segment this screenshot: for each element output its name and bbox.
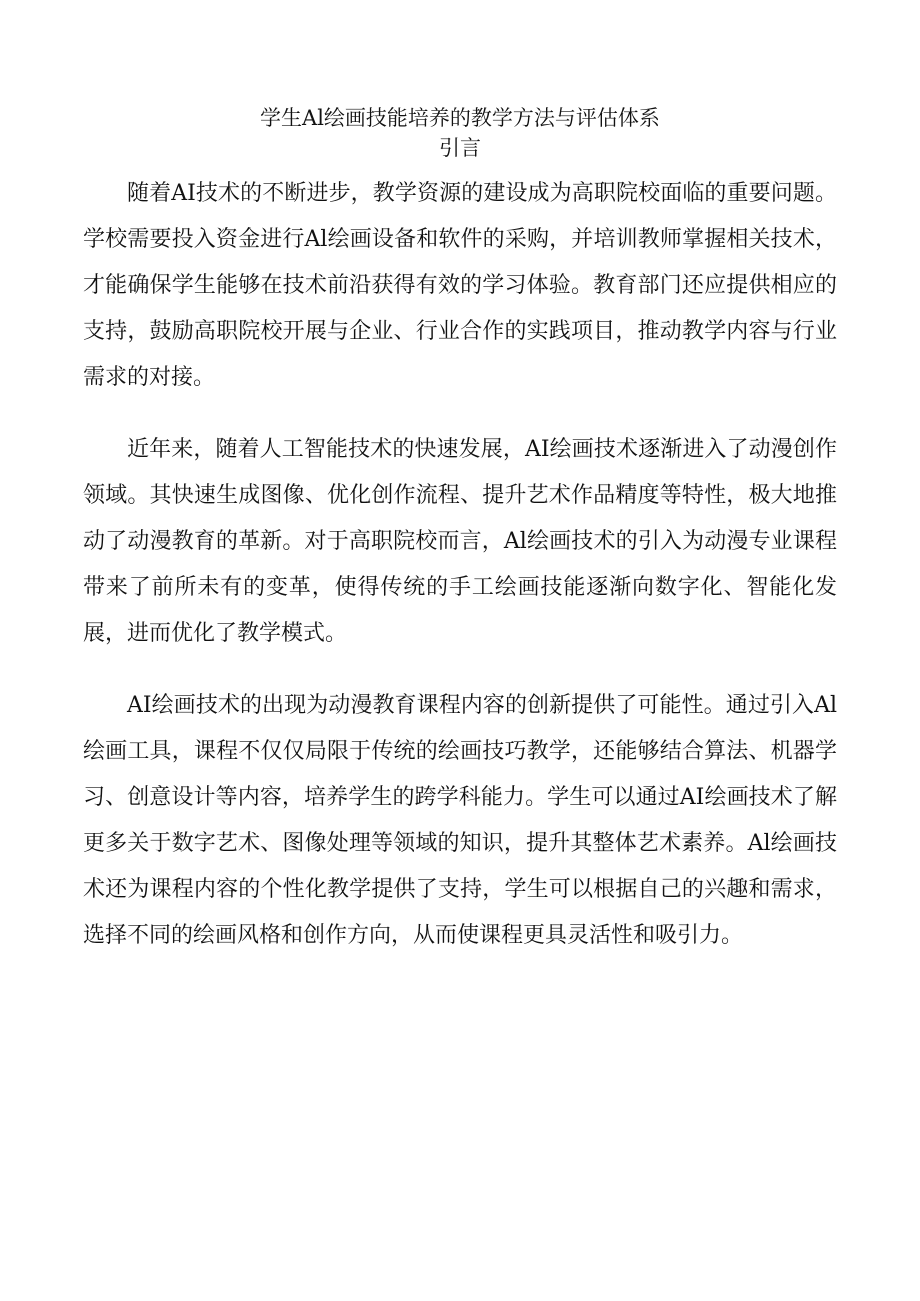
section-heading: 引言 <box>439 136 481 160</box>
body-text <box>83 171 837 959</box>
paragraph-1: 随着AI技术的不断进步，教学资源的建设成为高职院校面临的重要问题。学校需要投入资金进行Al绘画设备和软件的采购，并培训教师掌握相关技术，才能确保学生能够在技术前沿获得有效的学习体验。教育部门还应提供相应的支持，鼓励高职院校开展与企业、行业合作的实践项目，推动教学内容与行业需求的对接。 <box>83 181 837 390</box>
paragraph-2: 近年来，随着人工智能技术的快速发展，AI绘画技术逐渐进入了动漫创作领域。其快速生成图像、优化创作流程、提升艺术作品精度等特性，极大地推动了动漫教育的革新。对于高职院校而言，Al绘画技术的引入为动漫专业课程带来了前所未有的变革，使得传统的手工绘画技能逐渐向数字化、智能化发展，进而优化了教学模式。 <box>83 437 837 646</box>
document-title: 学生Al绘画技能培养的教学方法与评估体系 <box>260 106 660 130</box>
paragraph-3: AI绘画技术的出现为动漫教育课程内容的创新提供了可能性。通过引入Al绘画工具，课程不仅仅局限于传统的绘画技巧教学，还能够结合算法、机器学习、创意设计等内容，培养学生的跨学科能力。学生可以通过AI绘画技术了解更多关于数字艺术、图像处理等领域的知识，提升其整体艺术素养。Al绘画技术还为课程内容的个性化教学提供了支持，学生可以根据自己的兴趣和需求，选择不同的绘画风格和创作方向，从而使课程更具灵活性和吸引力。 <box>83 693 837 948</box>
